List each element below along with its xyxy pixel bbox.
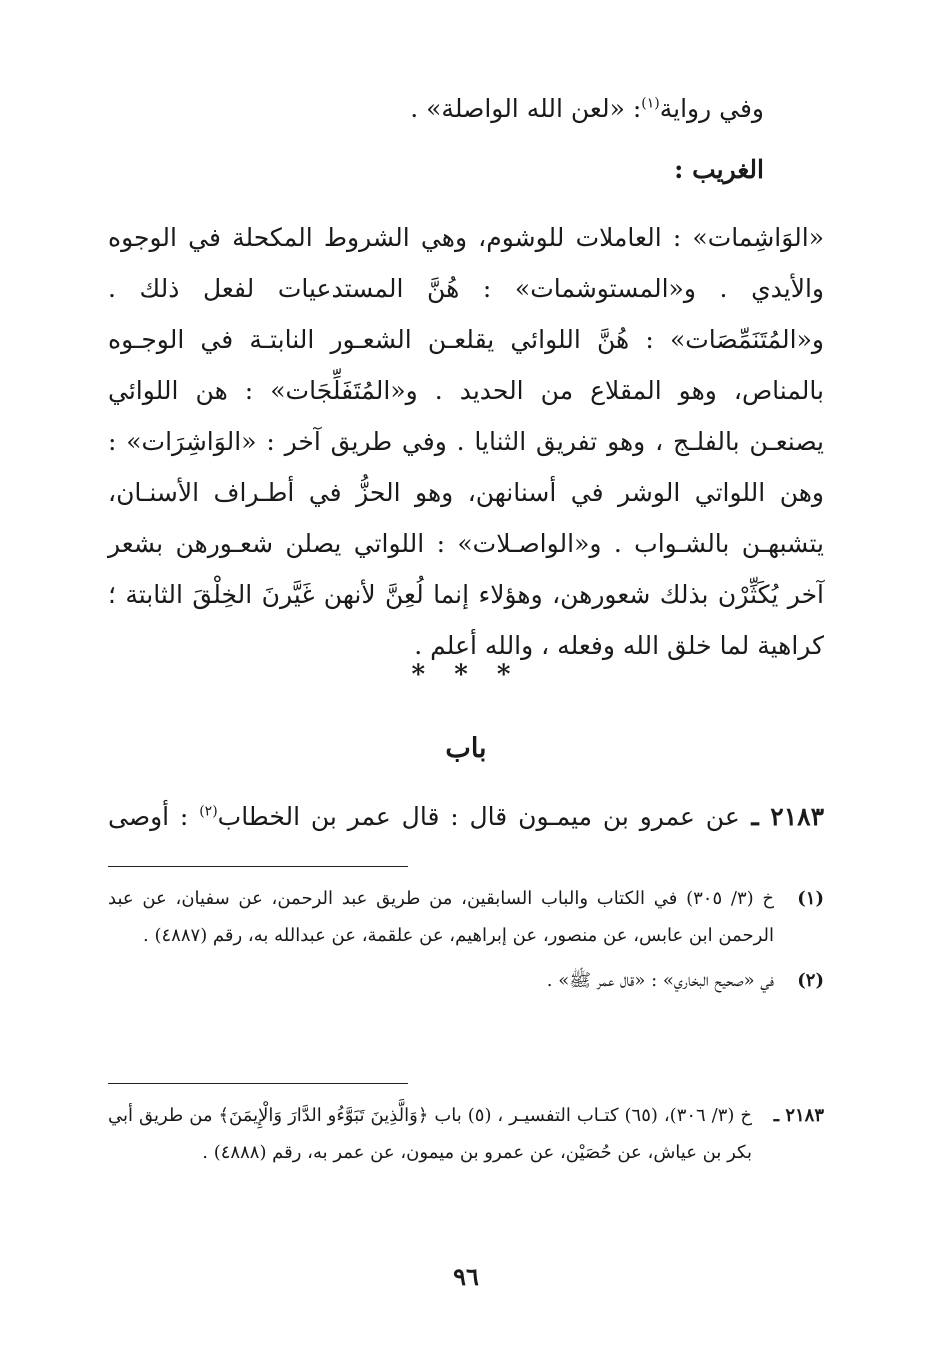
footnote-item: [108, 880, 824, 954]
chapter-title: باب: [445, 733, 487, 764]
gharib-section: [108, 212, 824, 671]
takhrij-section: [108, 1097, 824, 1171]
gharib-paragraph: «الوَاشِمات» : العاملات للوشوم، وهي الشروط المكحلة في الوجوه والأيدي . و«المستوشمات» : هُنَّ المستدعيات لفعل ذلك . و«المُتَنَمِّصَات» : هُنَّ اللوائي يقلعـن الشعـور النابتـة في الوجـوه بالمناص، وهو المقلاع من الحديد . و«المُتَفَلِّجَات» : هن اللوائي يصنعـن بالفلـج ، وهو تفريق الثنايا . وفي طريق آخر : «الوَاشِرَات» : وهن اللواتي الوشر في أسنانهن، وهو الحزُّ في أطـراف الأسنـان، يتشبهـن بالشـواب . و«الواصـلات» : اللواتي يصلن شعـورهن بشعر آخر يُكَثِّرْن بذلك شعورهن، وهؤلاء إنما لُعِنَّ لأنهن غَيَّرنَ الخِلْقَ الثابتة ؛ كراهية لما خلق الله وفعله ، والله أعلم .: [108, 223, 824, 660]
hadith-text-end: : أوصى: [108, 802, 200, 831]
hadith-paragraph: [108, 791, 824, 842]
hadith-dash: ـ: [739, 802, 771, 831]
hadith-number: ٢١٨٣: [770, 802, 824, 831]
footnotes-section: [108, 880, 824, 999]
footnote-marker: (٢): [797, 970, 824, 991]
gharib-heading: الغريب :: [674, 155, 764, 184]
intro-line: [108, 83, 764, 134]
footnote-item: [108, 962, 824, 999]
takhrij-divider: [108, 1083, 408, 1084]
footnote-text: في «صحيح البخاري» : «قال عمر ﷺ» .: [546, 970, 774, 991]
footnote-marker: (١): [797, 888, 824, 909]
takhrij-text: خ (٣/ ٣٠٦)، (٦٥) كتـاب التفسيـر ، (٥) باب ﴿وَالَّذِينَ تَبَوَّءُو الدَّارَ وَالْإِيمَنَ﴾ من طريق أبي بكر بن عياش، عن حُصَيْن، عن عمرو بن ميمون، عن عمر به، رقم (٤٨٨٨) .: [108, 1105, 753, 1163]
takhrij-item: [108, 1097, 824, 1171]
footnote-divider: [108, 866, 408, 867]
footnote-text: خ (٣/ ٣٠٥) في الكتاب والباب السابقين، من طريق عبد الرحمن، عن سفيان، عن عبد الرحمن ابن عابس، عن منصور، عن إبراهيم، عن علقمة، عن عبدالله به، رقم (٤٨٨٧) .: [108, 888, 774, 946]
book-page: [108, 0, 824, 1367]
hadith-text-start: عن عمرو بن ميمـون قال : قال عمر بن الخطاب: [217, 802, 740, 831]
takhrij-marker: ٢١٨٣ ـ: [773, 1105, 824, 1126]
footnote-ref-1[interactable]: (١): [641, 95, 660, 112]
intro-text: وفي رواية: [659, 94, 764, 123]
intro-rest: : «لعن الله الواصلة» .: [410, 94, 642, 123]
section-separator: * * *: [411, 660, 521, 690]
page-number: ٩٦: [453, 1262, 479, 1291]
footnote-ref-2[interactable]: (٢): [199, 803, 218, 820]
